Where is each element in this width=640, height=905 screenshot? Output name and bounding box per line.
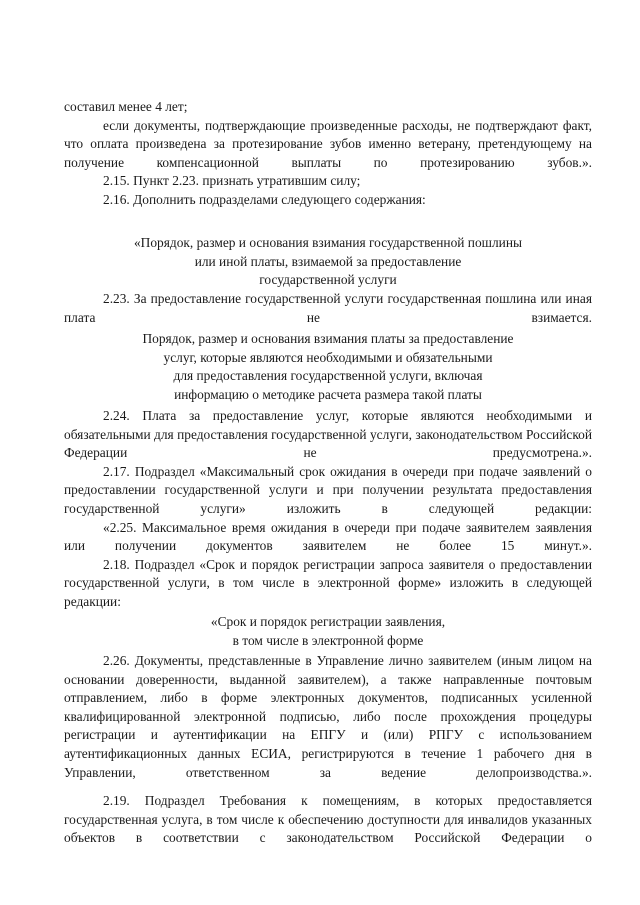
heading-line: в том числе в электронной форме	[232, 632, 424, 648]
heading-line: государственной услуги	[259, 272, 397, 288]
paragraph: 2.23. За предоставление государственной услуги государственная пошлина или иная плата не взимается.	[64, 291, 592, 325]
paragraph: 2.17. Подраздел «Максимальный срок ожидания в очереди при подаче заявлений о предоставлении государственной услуги и при получении результата предоставления государственной услуги» изложить в следующей редакции:	[64, 463, 592, 516]
text-block-3	[64, 407, 592, 612]
paragraph: 2.24. Плата за предоставление услуг, которые являются необходимыми и обязательными для предоставления государственной услуги, законодательством Российской Федерации не предусмотрена.».	[64, 408, 592, 461]
heading-line: информацию о методике расчета размера такой платы	[174, 386, 482, 402]
heading-line: или иной платы, взимаемой за предоставление	[194, 253, 462, 269]
paragraph: 2.19. Подраздел Требования к помещениям, в которых предоставляется государственная услуга, в том числе к обеспечению доступности для инвалидов указанных объектов в соответствии с законодательством Российской Федерации о	[64, 793, 592, 846]
heading-line: услуг, которые являются необходимыми и обязательными	[163, 349, 493, 365]
paragraph: если документы, подтверждающие произведенные расходы, не подтверждают факт, что оплата произведена за протезирование зубов именно ветерану, претендующему на получение компенсационной выплаты по протезированию зубов.».	[64, 117, 592, 170]
heading-line: «Порядок, размер и основания взимания государственной пошлины	[133, 235, 522, 250]
heading-state-duty	[64, 234, 592, 290]
heading-registration	[64, 613, 592, 650]
heading-line: Порядок, размер и основания взимания платы за предоставление	[142, 331, 514, 346]
heading-line: «Срок и порядок регистрации заявления,	[210, 614, 446, 629]
paragraph: 2.16. Дополнить подразделами следующего содержания:	[103, 191, 426, 207]
paragraph: «2.25. Максимальное время ожидания в очереди при подаче заявителем заявления или получении документов заявителем не более 15 минут.».	[64, 519, 592, 554]
paragraph: 2.18. Подраздел «Срок и порядок регистрации запроса заявителя о предоставлении государственной услуги, в том числе в электронной форме» изложить в следующей редакции:	[64, 556, 592, 609]
paragraph: 2.15. Пункт 2.23. признать утратившим силу;	[103, 173, 361, 189]
text-block-4	[64, 652, 592, 782]
paragraph: составил менее 4 лет;	[64, 99, 188, 114]
paragraph: 2.26. Документы, представленные в Управление лично заявителем (иным лицом на основании доверенности, выданной заявителем), а также направленные почтовым отправлением, либо в форме электронных документов, подписанных усиленной квалифицированной электронной подписью, либо после прохождения процедуры регистрации и аутентификации на ЕПГУ и (или) РПГУ с использованием аутентификационных данных ЕСИА, регистрируются в течение 1 рабочего дня в Управлении, ответственном за ведение делопроизводства.».	[64, 653, 592, 780]
heading-line: для предоставления государственной услуги, включая	[173, 368, 483, 384]
text-block-2	[64, 290, 592, 327]
heading-payment	[64, 330, 592, 404]
text-block-1	[64, 98, 592, 210]
text-block-5	[64, 792, 592, 848]
